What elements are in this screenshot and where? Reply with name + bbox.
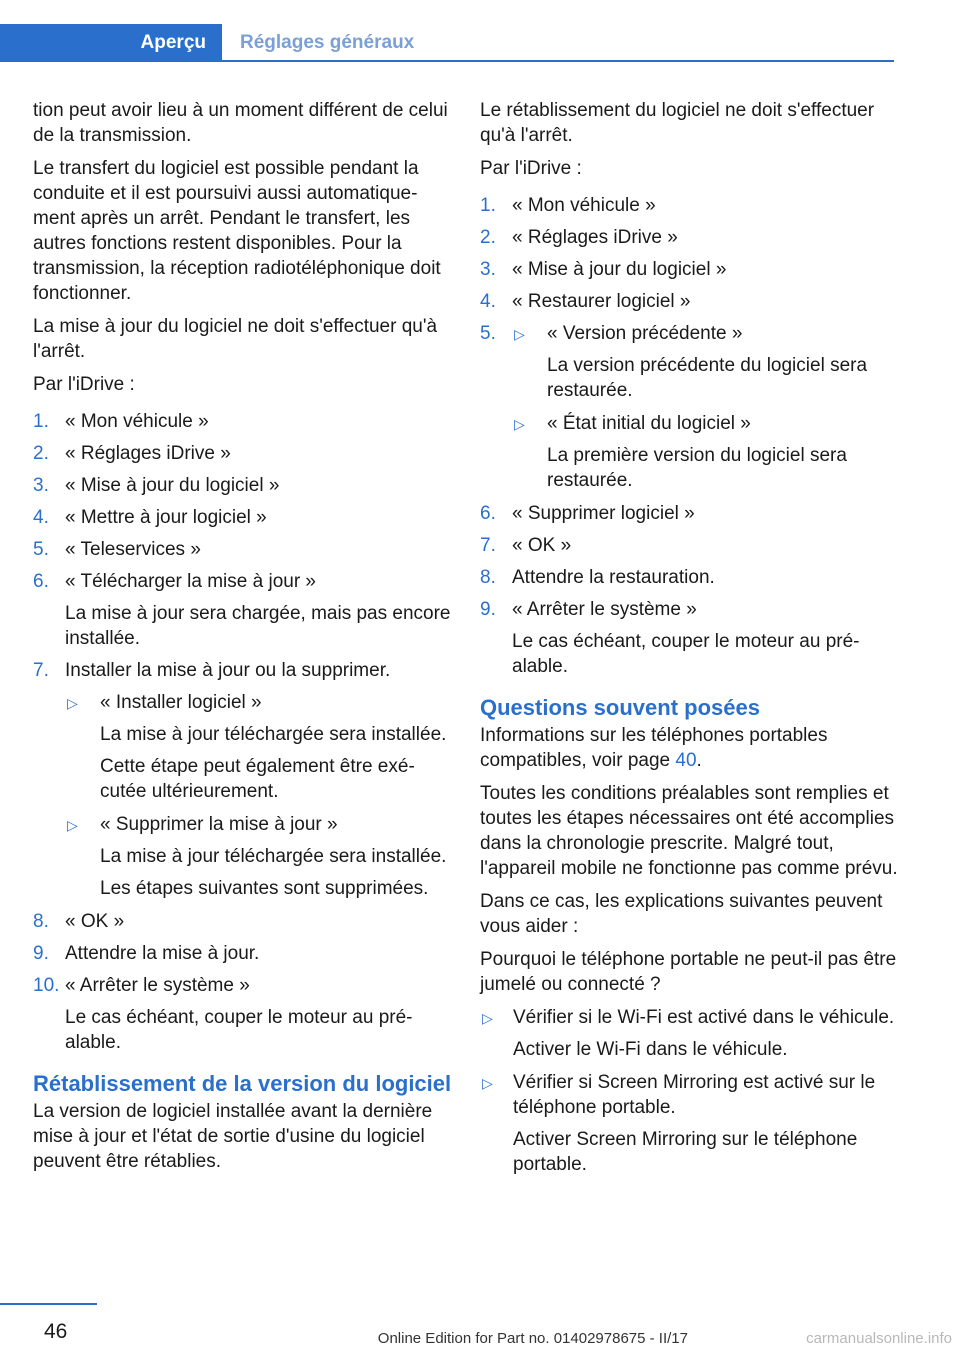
step-text: « Télécharger la mise à jour »	[65, 571, 316, 592]
bullet-note: Activer Screen Mirroring sur le téléphone portable.	[513, 1129, 858, 1175]
paragraph: Par l'iDrive :	[33, 374, 135, 395]
sub-note: Cette étape peut également être exécutée ultérieurement.	[100, 756, 415, 802]
step-text: « Mise à jour du logiciel »	[65, 475, 280, 496]
step-text: Attendre la mise à jour.	[65, 943, 260, 964]
step-text: « Supprimer logiciel »	[512, 503, 695, 524]
step-item	[33, 658, 453, 901]
step-number: 4.	[480, 291, 496, 312]
page-number: 46	[44, 1320, 68, 1343]
bullet-list	[480, 1005, 900, 1177]
step-text: « Restaurer logiciel »	[512, 291, 691, 312]
paragraph: Le transfert du logiciel est possible pendant la conduite et il est poursuivi aussi automatiquement après un arrêt. Pendant le transfert, les autres fonctions restent disponibles. Pour la transmission, la réception radiotéléphonique doit fonctionner.	[33, 158, 441, 304]
step-number: 2.	[480, 227, 496, 248]
edition-text: Online Edition for Part no. 01402978675 - II/17	[377, 1330, 688, 1347]
sub-list	[512, 321, 900, 493]
step-item	[33, 409, 453, 434]
step-text: « Arrêter le système »	[512, 599, 697, 620]
sub-item	[65, 690, 453, 804]
step-text: Installer la mise à jour ou la supprimer.	[65, 660, 391, 681]
header-rule	[222, 60, 894, 62]
tab-reglages-generaux[interactable]: Réglages généraux	[240, 32, 415, 53]
paragraph: tion peut avoir lieu à un moment différent de celui de la transmission.	[33, 100, 448, 146]
paragraph-text: .	[696, 750, 702, 771]
step-item	[480, 193, 900, 218]
step-item	[33, 909, 453, 934]
step-note: Le cas échéant, couper le moteur au préalable.	[65, 1007, 413, 1053]
sub-text: « Version précédente »	[547, 323, 743, 344]
step-item	[33, 505, 453, 530]
step-number: 1.	[480, 195, 496, 216]
paragraph: Toutes les conditions préalables sont remplies et toutes les étapes nécessaires ont été accomplies dans la chronologie prescrite. Malgré tout, l'appareil mobile ne fonctionne pas comme prévu.	[480, 783, 898, 879]
step-text: « Mon véhicule »	[65, 411, 209, 432]
step-item	[33, 537, 453, 562]
sub-item	[512, 321, 900, 403]
step-item	[480, 257, 900, 282]
step-item	[33, 941, 453, 966]
triangle-bullet-icon: ▷	[482, 1075, 493, 1091]
paragraph	[480, 723, 900, 773]
page-link[interactable]: 40	[675, 750, 697, 771]
section-heading: Rétablissement de la version du logiciel	[33, 1071, 452, 1096]
step-number: 4.	[33, 507, 49, 528]
step-number: 6.	[480, 503, 496, 524]
section-heading: Questions souvent posées	[480, 695, 760, 720]
step-number: 3.	[33, 475, 49, 496]
watermark: carmanualsonline.info	[806, 1330, 952, 1347]
sub-list	[65, 690, 453, 901]
step-number: 8.	[480, 567, 496, 588]
step-text: « Mettre à jour logiciel »	[65, 507, 267, 528]
step-number: 9.	[480, 599, 496, 620]
step-item	[33, 973, 453, 1055]
steps-list	[33, 409, 453, 1055]
paragraph: Par l'iDrive :	[480, 158, 582, 179]
bullet-text: Vérifier si Screen Mirroring est activé sur le téléphone portable.	[513, 1072, 876, 1118]
step-number: 8.	[33, 911, 49, 932]
sub-item	[512, 411, 900, 493]
step-item	[33, 441, 453, 466]
step-text: « Réglages iDrive »	[65, 443, 231, 464]
triangle-bullet-icon: ▷	[514, 416, 525, 432]
steps-list	[480, 193, 900, 679]
step-item	[480, 321, 900, 493]
step-text: « OK »	[512, 535, 572, 556]
step-text: « Mon véhicule »	[512, 195, 656, 216]
step-number: 5.	[33, 539, 49, 560]
sub-note: La version précédente du logiciel sera restaurée.	[547, 355, 868, 401]
sub-note: La mise à jour téléchargée sera installée.	[100, 724, 447, 745]
step-number: 3.	[480, 259, 496, 280]
bullet-note: Activer le Wi-Fi dans le véhicule.	[513, 1039, 788, 1060]
step-item	[480, 225, 900, 250]
step-item	[33, 569, 453, 651]
step-item	[480, 565, 900, 590]
step-item	[480, 597, 900, 679]
step-number: 7.	[33, 660, 49, 681]
header	[0, 0, 960, 62]
step-text: « Teleservices »	[65, 539, 201, 560]
step-item	[480, 501, 900, 526]
bullet-text: Vérifier si le Wi-Fi est activé dans le véhicule.	[513, 1007, 895, 1028]
paragraph-text: Informations sur les téléphones portables compatibles, voir page	[480, 725, 828, 771]
step-text: « Mise à jour du logiciel »	[512, 259, 727, 280]
sub-note: La première version du logiciel sera restaurée.	[547, 445, 847, 491]
sub-text: « Installer logiciel »	[100, 692, 262, 713]
right-column	[480, 98, 900, 1185]
step-number: 9.	[33, 943, 49, 964]
tab-apercu[interactable]: Aperçu	[0, 24, 222, 62]
step-number: 10.	[33, 975, 60, 996]
paragraph: La version de logiciel installée avant la dernière mise à jour et l'état de sortie d'usine du logiciel peuvent être rétablies.	[33, 1101, 433, 1172]
step-note: Le cas échéant, couper le moteur au préalable.	[512, 631, 860, 677]
bullet-item	[480, 1070, 900, 1177]
step-text: Attendre la restauration.	[512, 567, 715, 588]
step-note: La mise à jour sera chargée, mais pas encore installée.	[65, 603, 451, 649]
triangle-bullet-icon: ▷	[67, 817, 78, 833]
bullet-item	[480, 1005, 900, 1062]
sub-note: Les étapes suivantes sont supprimées.	[100, 878, 429, 899]
step-number: 1.	[33, 411, 49, 432]
sub-item	[65, 812, 453, 901]
sub-note: La mise à jour téléchargée sera installée.	[100, 846, 447, 867]
triangle-bullet-icon: ▷	[67, 695, 78, 711]
paragraph: La mise à jour du logiciel ne doit s'effectuer qu'à l'arrêt.	[33, 316, 438, 362]
triangle-bullet-icon: ▷	[482, 1010, 493, 1026]
paragraph: Le rétablissement du logiciel ne doit s'effectuer qu'à l'arrêt.	[480, 100, 875, 146]
step-number: 5.	[480, 323, 496, 344]
step-number: 7.	[480, 535, 496, 556]
paragraph: Pourquoi le téléphone portable ne peut-il pas être jumelé ou connecté ?	[480, 949, 897, 995]
paragraph: Dans ce cas, les explications suivantes peuvent vous aider :	[480, 891, 883, 937]
left-column	[33, 98, 453, 1182]
step-text: « Arrêter le système »	[65, 975, 250, 996]
step-item	[480, 289, 900, 314]
step-text: « Réglages iDrive »	[512, 227, 678, 248]
step-item	[480, 533, 900, 558]
sub-text: « État initial du logiciel »	[547, 413, 751, 434]
footer-rule	[0, 1303, 97, 1305]
sub-text: « Supprimer la mise à jour »	[100, 814, 338, 835]
step-text: « OK »	[65, 911, 125, 932]
step-number: 6.	[33, 571, 49, 592]
step-number: 2.	[33, 443, 49, 464]
step-item	[33, 473, 453, 498]
triangle-bullet-icon: ▷	[514, 326, 525, 342]
